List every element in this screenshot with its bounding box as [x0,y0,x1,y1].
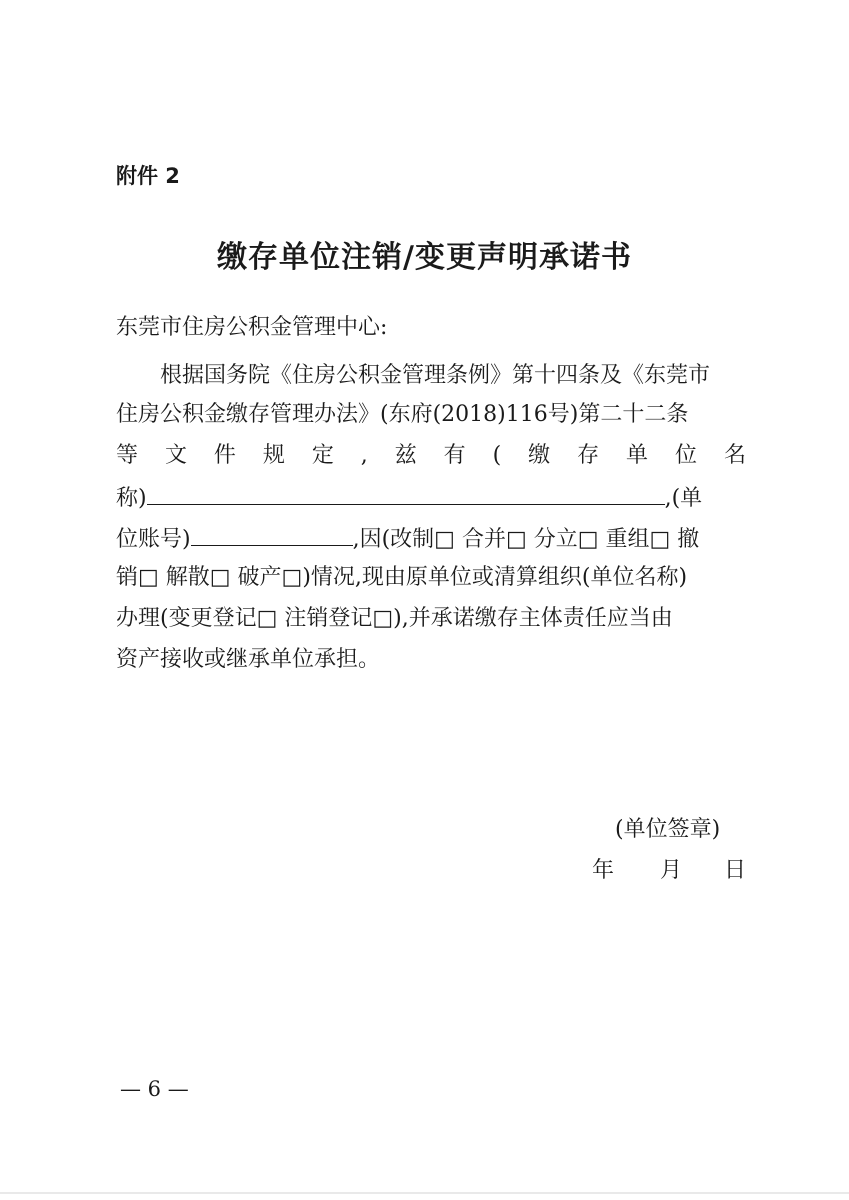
line4-end-text: ,(单 [664,486,703,511]
paragraph-line-4 [116,482,702,510]
paragraph-line-8: 资产接收或继承单位承担。 [116,647,381,672]
char: 存 [577,443,600,468]
unit-seal-label: (单位签章) [615,817,721,842]
char: 缴 [528,443,551,468]
page-bottom-divider [0,1192,849,1194]
char: 等 [116,443,139,468]
attachment-label: 附件 2 [116,164,180,188]
date-month-label: 月 [660,858,683,883]
paragraph-line-3 [116,442,746,470]
date-year-label: 年 [592,858,615,883]
char: 件 [213,443,236,468]
char: ( [492,443,502,468]
paragraph-line-6: 销□ 解散□ 破产□)情况,现由原单位或清算组织(单位名称) [116,565,688,590]
paragraph-line-1: 根据国务院《住房公积金管理条例》第十四条及《东莞市 [160,363,711,388]
char: , [360,443,368,468]
char: 规 [262,443,285,468]
char: 文 [164,443,187,468]
char: 有 [443,443,466,468]
page-number: — 6 — [120,1077,189,1101]
paragraph-line-5 [116,523,699,551]
char: 定 [311,443,334,468]
char: 位 [675,443,698,468]
char: 兹 [394,443,417,468]
date-day-label: 日 [724,858,747,883]
char: 单 [626,443,649,468]
salutation: 东莞市住房公积金管理中心: [116,315,388,340]
line5-start-text: 位账号) [116,527,191,552]
paragraph-line-2: 住房公积金缴存管理办法》(东府(2018)116号)第二十二条 [116,402,689,427]
line5-end-text: ,因(改制□ 合并□ 分立□ 重组□ 撤 [352,527,700,552]
unit-name-blank[interactable] [147,482,665,505]
account-number-blank[interactable] [191,523,353,546]
document-title: 缴存单位注销/变更声明承诺书 [217,240,632,275]
line4-start-text: 称) [116,486,147,511]
char: 名 [723,443,746,468]
paragraph-line-7: 办理(变更登记□ 注销登记□),并承诺缴存主体责任应当由 [116,606,673,631]
